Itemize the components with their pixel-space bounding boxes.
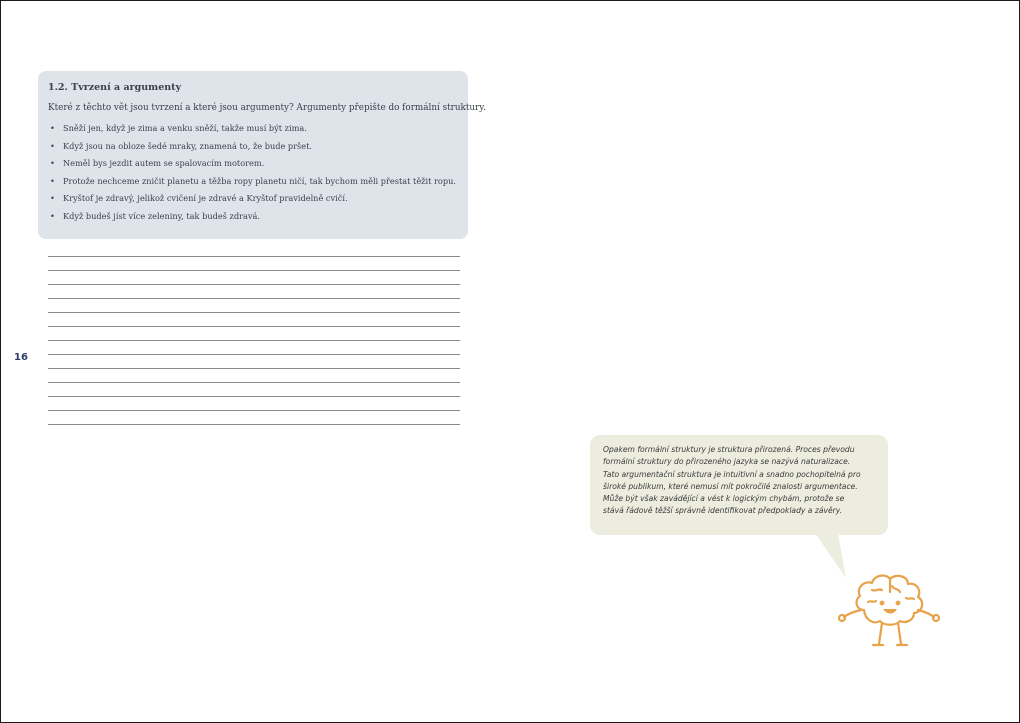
statement-list [48, 123, 458, 222]
statement-text: Kryštof je zdravý, jelikož cvičení je zdravé a Kryštof pravidelně cvičí. [63, 193, 348, 203]
bullet: • [50, 193, 55, 203]
statement-item [48, 211, 458, 222]
answer-line[interactable] [48, 298, 460, 299]
speech-bubble [590, 435, 888, 535]
bullet: • [50, 175, 55, 186]
statement-item [48, 193, 458, 204]
answer-line[interactable] [48, 312, 460, 313]
bullet: • [50, 158, 55, 168]
answer-line[interactable] [48, 382, 460, 383]
page-number: 16 [14, 352, 28, 363]
exercise-instruction: Které z těchto vět jsou tvrzení a které jsou argumenty? Argumenty přepište do formální struktury. [48, 103, 486, 113]
answer-line[interactable] [48, 354, 460, 355]
statement-text: Sněží jen, když je zima a venku sněží, takže musí být zima. [63, 123, 307, 133]
answer-line[interactable] [48, 424, 460, 425]
answer-line[interactable] [48, 256, 460, 257]
bullet: • [50, 210, 55, 221]
answer-line[interactable] [48, 284, 460, 285]
answer-line[interactable] [48, 326, 460, 327]
brain-mascot-icon [834, 570, 944, 654]
statement-item [48, 123, 458, 134]
speech-bubble-text: Opakem formální struktury je struktura přirozená. Proces převodu formální struktury do přirozeného jazyka se nazývá naturalizace. Tato argumentační struktura je intuitivní a snadno pochopitelná pro široké publikum, které nemusí mít pokročilé znalosti argumentace. Může být však zavádějící a vést k logickým chybám, protože se stává řádově těžší správně identifikovat předpoklady a závěry. [603, 445, 861, 516]
answer-line[interactable] [48, 410, 460, 411]
statement-text: Když jsou na obloze šedé mraky, znamená to, že bude pršet. [63, 140, 312, 151]
statement-text: Neměl bys jezdit autem se spalovacím motorem. [63, 158, 265, 168]
answer-line[interactable] [48, 340, 460, 341]
exercise-box [38, 71, 486, 239]
statement-item [48, 176, 458, 187]
statement-text: Když budeš jíst více zeleniny, tak budeš zdravá. [63, 210, 260, 221]
statement-item [48, 141, 458, 152]
bullet: • [50, 123, 55, 133]
exercise-title: 1.2. Tvrzení a argumenty [48, 82, 182, 93]
answer-line[interactable] [48, 270, 460, 271]
answer-lines[interactable] [48, 256, 460, 428]
statement-text: Protože nechceme zničit planetu a těžba ropy planetu ničí, tak bychom měli přestat těžit ropu. [63, 175, 456, 186]
bullet: • [50, 140, 55, 151]
statement-item [48, 158, 458, 169]
answer-line[interactable] [48, 396, 460, 397]
answer-line[interactable] [48, 368, 460, 369]
